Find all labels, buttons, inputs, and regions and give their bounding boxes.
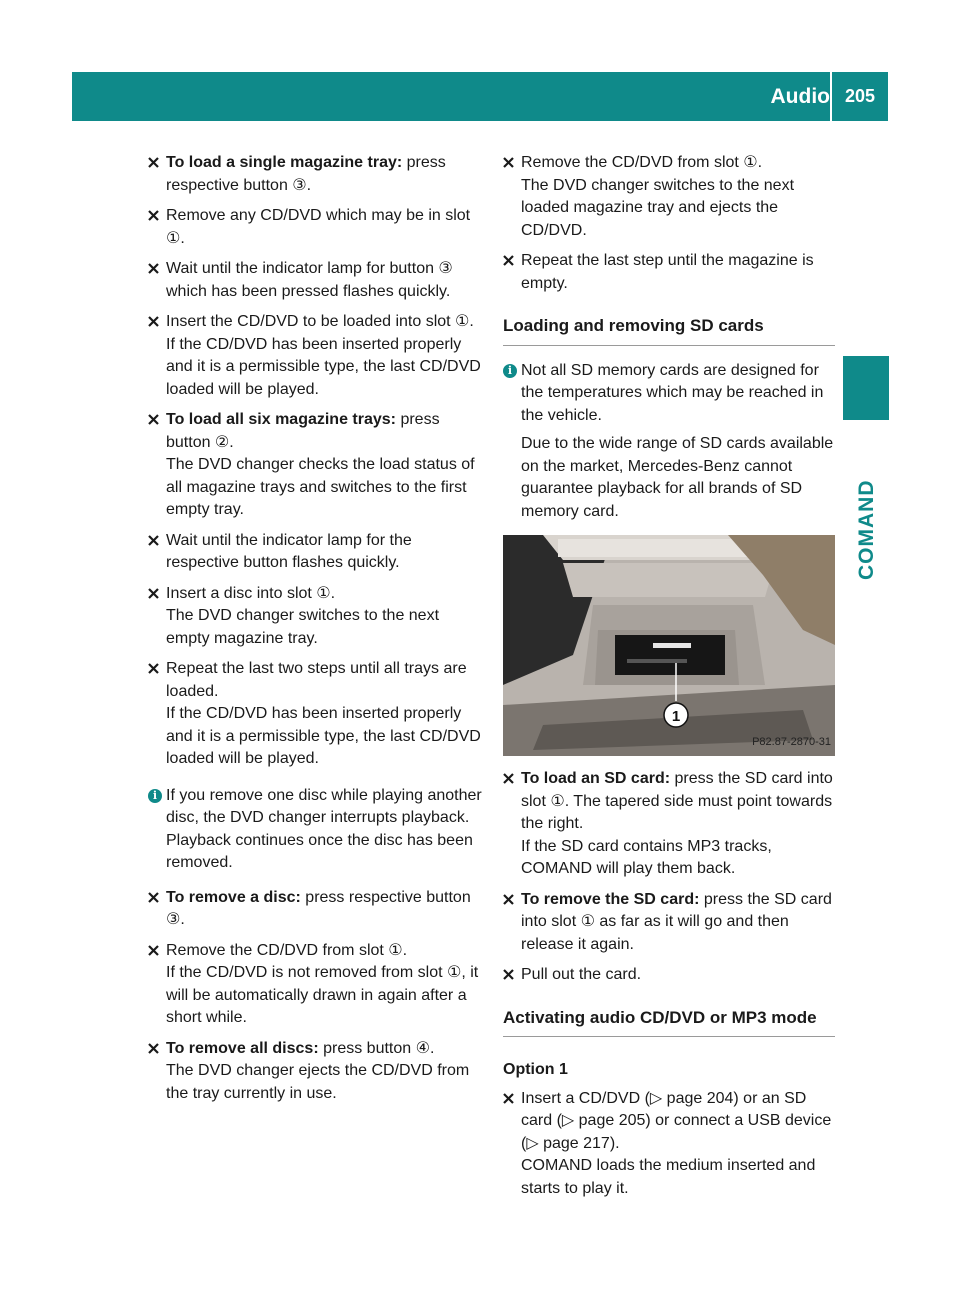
info-icon: i — [503, 364, 517, 378]
info-text: Due to the wide range of SD cards available on the market, Mercedes-Benz cannot guarantee playback for all brands of SD memory card. — [521, 435, 834, 520]
instruction-step — [503, 1088, 835, 1201]
step-text: Insert the CD/DVD to be loaded into slot ①. If the CD/DVD has been inserted properly and it is a permissible type, the last CD/DVD loaded will be played. — [166, 311, 482, 401]
step-text: Pull out the card. — [521, 966, 642, 983]
side-tab-label: COMAND — [855, 479, 878, 581]
instruction-step — [148, 311, 482, 401]
step-marker-icon — [148, 263, 159, 274]
step-text: Repeat the last step until the magazine is empty. — [521, 252, 814, 292]
photo-reference-code: P82.87-2870-31 — [752, 735, 831, 748]
step-marker-icon — [148, 663, 159, 674]
info-note — [148, 785, 482, 875]
step-text: To remove the SD card: press the SD card into slot ① as far as it will go and then release it again. — [521, 890, 832, 953]
step-text: To load all six magazine trays: press button ②. The DVD changer checks the load status of all magazine trays and switches to the first empty tray. — [166, 409, 482, 522]
step-label: To remove the SD card: — [521, 890, 700, 908]
step-text: Remove the CD/DVD from slot ①. If the CD/DVD is not removed from slot ①, it will be automatically drawn in again after a short while. — [166, 940, 482, 1030]
sub-heading: Option 1 — [503, 1061, 568, 1078]
side-tab-marker — [843, 356, 889, 420]
section-heading: Activating audio CD/DVD or MP3 mode — [503, 1007, 835, 1038]
section-title: Audio — [770, 85, 830, 108]
instruction-step — [148, 205, 482, 250]
step-marker-icon — [148, 414, 159, 425]
step-label: To load an SD card: — [521, 770, 671, 787]
header-bar — [72, 72, 888, 121]
instruction-step — [503, 250, 835, 295]
step-marker-icon — [503, 773, 514, 784]
step-marker-icon — [503, 255, 514, 266]
step-label: To load a single magazine tray: — [166, 154, 403, 171]
step-marker-icon — [148, 316, 159, 327]
step-result: The DVD changer switches to the next empty magazine tray. — [166, 607, 440, 647]
step-marker-icon — [503, 1093, 514, 1104]
step-marker-icon — [148, 157, 159, 168]
instruction-step — [503, 152, 835, 242]
step-result: If the CD/DVD is not removed from slot ①, it will be automatically drawn in again after a short while. — [166, 964, 479, 1026]
step-marker-icon — [148, 535, 159, 546]
step-text: To load a single magazine tray: press respective button ③. — [166, 154, 446, 194]
step-text: Wait until the indicator lamp for button ③ which has been pressed flashes quickly. — [166, 260, 453, 300]
step-text: To remove all discs: press button ④. The DVD changer ejects the CD/DVD from the tray currently in use. — [166, 1038, 482, 1106]
step-result: If the CD/DVD has been inserted properly and it is a permissible type, the last CD/DVD loaded will be played. — [166, 705, 481, 767]
step-marker-icon — [503, 969, 514, 980]
instruction-step — [148, 530, 482, 575]
step-result: COMAND loads the medium inserted and starts to play it. — [521, 1157, 816, 1197]
step-result: If the SD card contains MP3 tracks, COMAND will play them back. — [521, 837, 772, 877]
step-text: Remove the CD/DVD from slot ①. The DVD changer switches to the next loaded magazine tray and ejects the CD/DVD. — [521, 152, 835, 242]
info-text: Not all SD memory cards are designed for the temperatures which may be reached in the vehicle. — [521, 361, 824, 424]
sd-card-slot-photo — [503, 535, 835, 756]
instruction-step — [148, 887, 482, 932]
instruction-step — [148, 1038, 482, 1106]
step-label: To load all six magazine trays: — [166, 411, 396, 428]
instruction-step — [148, 258, 482, 303]
step-text: Insert a CD/DVD (▷ page 204) or an SD card (▷ page 205) or connect a USB device (▷ page 217). COMAND loads the medium inserted and starts to play it. — [521, 1088, 835, 1201]
step-marker-icon — [148, 1043, 159, 1054]
instruction-step — [148, 152, 482, 197]
step-marker-icon — [148, 945, 159, 956]
step-marker-icon — [503, 894, 514, 905]
step-text: Insert a disc into slot ①. The DVD changer switches to the next empty magazine tray. — [166, 583, 482, 651]
step-marker-icon — [148, 892, 159, 903]
step-text: Wait until the indicator lamp for the respective button flashes quickly. — [166, 531, 412, 571]
step-text: Remove any CD/DVD which may be in slot ①. — [166, 207, 471, 247]
instruction-step — [148, 940, 482, 1030]
instruction-step — [503, 768, 835, 881]
right-column — [503, 152, 835, 1208]
page-number: 205 — [844, 86, 876, 106]
step-result: The DVD changer switches to the next loaded magazine tray and ejects the CD/DVD. — [521, 176, 795, 239]
section-heading: Loading and removing SD cards — [503, 315, 835, 346]
step-text: To load an SD card: press the SD card into slot ①. The tapered side must point towards the right. If the SD card contains MP3 tracks, COMAND will play them back. — [521, 768, 835, 881]
step-result: The DVD changer ejects the CD/DVD from the tray currently in use. — [166, 1062, 470, 1102]
instruction-step — [148, 409, 482, 522]
photo-callout-number: 1 — [671, 708, 681, 725]
step-result: If the CD/DVD has been inserted properly and it is a permissible type, the last CD/DVD loaded will be played. — [166, 335, 481, 398]
info-note — [503, 360, 835, 524]
console-illustration — [503, 535, 835, 756]
step-text: To remove a disc: press respective button ③. — [166, 888, 471, 928]
info-icon: i — [148, 789, 162, 803]
step-label: To remove all discs: — [166, 1039, 319, 1057]
instruction-step — [148, 583, 482, 651]
left-column — [148, 152, 482, 1113]
step-marker-icon — [148, 210, 159, 221]
step-label: To remove a disc: — [166, 888, 301, 906]
instruction-step — [503, 889, 835, 957]
instruction-step — [148, 658, 482, 771]
step-text: Repeat the last two steps until all trays are loaded. If the CD/DVD has been inserted properly and it is a permissible type, the last CD/DVD loaded will be played. — [166, 658, 482, 771]
instruction-step — [503, 964, 835, 987]
step-result: The DVD changer checks the load status of all magazine trays and switches to the first empty tray. — [166, 456, 475, 518]
step-marker-icon — [503, 157, 514, 168]
step-marker-icon — [148, 588, 159, 599]
info-text: If you remove one disc while playing another disc, the DVD changer interrupts playback. Playback continues once the disc has been removed. — [166, 786, 482, 871]
